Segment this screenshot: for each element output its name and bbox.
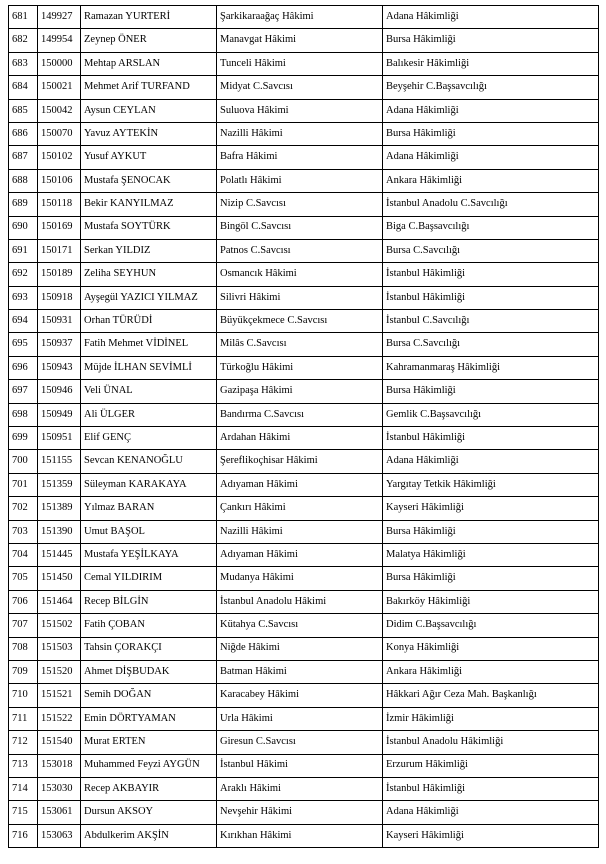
- registry-number-cell: 150171: [38, 239, 81, 262]
- registry-number-cell: 149927: [38, 6, 81, 29]
- current-post-cell: Batman Hâkimi: [217, 660, 383, 683]
- registry-number-cell: 151445: [38, 543, 81, 566]
- table-row: [9, 29, 599, 52]
- new-post-cell: Kayseri Hâkimliği: [383, 824, 599, 847]
- registry-number-cell: 151359: [38, 473, 81, 496]
- table-row: [9, 122, 599, 145]
- registry-number-cell: 151464: [38, 590, 81, 613]
- registry-number-cell: 150943: [38, 356, 81, 379]
- registry-number-cell: 151390: [38, 520, 81, 543]
- registry-number-cell: 151502: [38, 614, 81, 637]
- new-post-cell: Beyşehir C.Başsavcılığı: [383, 76, 599, 99]
- row-number-cell: 712: [9, 731, 38, 754]
- table-row: [9, 497, 599, 520]
- current-post-cell: Mudanya Hâkimi: [217, 567, 383, 590]
- table-row: [9, 380, 599, 403]
- current-post-cell: Polatlı Hâkimi: [217, 169, 383, 192]
- new-post-cell: Adana Hâkimliği: [383, 801, 599, 824]
- person-name-cell: Recep AKBAYIR: [81, 777, 217, 800]
- person-name-cell: Recep BİLGİN: [81, 590, 217, 613]
- table-row: [9, 356, 599, 379]
- table-row: [9, 99, 599, 122]
- row-number-cell: 694: [9, 310, 38, 333]
- new-post-cell: Adana Hâkimliği: [383, 146, 599, 169]
- row-number-cell: 705: [9, 567, 38, 590]
- person-name-cell: Yavuz AYTEKİN: [81, 122, 217, 145]
- current-post-cell: Karacabey Hâkimi: [217, 684, 383, 707]
- new-post-cell: Kayseri Hâkimliği: [383, 497, 599, 520]
- row-number-cell: 701: [9, 473, 38, 496]
- registry-number-cell: 150937: [38, 333, 81, 356]
- table-row: [9, 567, 599, 590]
- registry-number-cell: 151155: [38, 450, 81, 473]
- table-row: [9, 333, 599, 356]
- registry-number-cell: 150042: [38, 99, 81, 122]
- person-name-cell: Abdulkerim AKŞİN: [81, 824, 217, 847]
- assignment-table: [8, 5, 599, 848]
- table-body: [9, 6, 599, 848]
- row-number-cell: 699: [9, 427, 38, 450]
- table-row: [9, 707, 599, 730]
- table-row: [9, 6, 599, 29]
- row-number-cell: 706: [9, 590, 38, 613]
- row-number-cell: 685: [9, 99, 38, 122]
- registry-number-cell: 150946: [38, 380, 81, 403]
- registry-number-cell: 150106: [38, 169, 81, 192]
- person-name-cell: Mustafa SOYTÜRK: [81, 216, 217, 239]
- current-post-cell: Giresun C.Savcısı: [217, 731, 383, 754]
- row-number-cell: 708: [9, 637, 38, 660]
- current-post-cell: Manavgat Hâkimi: [217, 29, 383, 52]
- row-number-cell: 715: [9, 801, 38, 824]
- person-name-cell: Serkan YILDIZ: [81, 239, 217, 262]
- person-name-cell: Ayşegül YAZICI YILMAZ: [81, 286, 217, 309]
- new-post-cell: Adana Hâkimliği: [383, 99, 599, 122]
- new-post-cell: Bursa Hâkimliği: [383, 520, 599, 543]
- document-page: [8, 5, 599, 848]
- registry-number-cell: 150918: [38, 286, 81, 309]
- table-row: [9, 660, 599, 683]
- table-row: [9, 731, 599, 754]
- row-number-cell: 692: [9, 263, 38, 286]
- registry-number-cell: 151522: [38, 707, 81, 730]
- current-post-cell: Bafra Hâkimi: [217, 146, 383, 169]
- row-number-cell: 702: [9, 497, 38, 520]
- table-row: [9, 427, 599, 450]
- registry-number-cell: 151389: [38, 497, 81, 520]
- current-post-cell: Şarkikaraağaç Hâkimi: [217, 6, 383, 29]
- registry-number-cell: 153018: [38, 754, 81, 777]
- new-post-cell: Ankara Hâkimliği: [383, 169, 599, 192]
- current-post-cell: Milâs C.Savcısı: [217, 333, 383, 356]
- new-post-cell: Bursa Hâkimliği: [383, 122, 599, 145]
- new-post-cell: Balıkesir Hâkimliği: [383, 52, 599, 75]
- row-number-cell: 690: [9, 216, 38, 239]
- table-row: [9, 52, 599, 75]
- row-number-cell: 710: [9, 684, 38, 707]
- current-post-cell: Nazilli Hâkimi: [217, 520, 383, 543]
- current-post-cell: Niğde Hâkimi: [217, 637, 383, 660]
- person-name-cell: Muhammed Feyzi AYGÜN: [81, 754, 217, 777]
- person-name-cell: Süleyman KARAKAYA: [81, 473, 217, 496]
- person-name-cell: Orhan TÜRÜDİ: [81, 310, 217, 333]
- current-post-cell: Osmancık Hâkimi: [217, 263, 383, 286]
- new-post-cell: Yargıtay Tetkik Hâkimliği: [383, 473, 599, 496]
- registry-number-cell: 153061: [38, 801, 81, 824]
- new-post-cell: İstanbul Anadolu Hâkimliği: [383, 731, 599, 754]
- person-name-cell: Mehtap ARSLAN: [81, 52, 217, 75]
- person-name-cell: Elif GENÇ: [81, 427, 217, 450]
- current-post-cell: Nizip C.Savcısı: [217, 193, 383, 216]
- table-row: [9, 76, 599, 99]
- new-post-cell: İzmir Hâkimliği: [383, 707, 599, 730]
- new-post-cell: Adana Hâkimliği: [383, 6, 599, 29]
- person-name-cell: Mustafa YEŞİLKAYA: [81, 543, 217, 566]
- person-name-cell: Cemal YILDIRIM: [81, 567, 217, 590]
- registry-number-cell: 150169: [38, 216, 81, 239]
- current-post-cell: Kütahya C.Savcısı: [217, 614, 383, 637]
- current-post-cell: Ardahan Hâkimi: [217, 427, 383, 450]
- registry-number-cell: 151521: [38, 684, 81, 707]
- person-name-cell: Murat ERTEN: [81, 731, 217, 754]
- row-number-cell: 707: [9, 614, 38, 637]
- row-number-cell: 687: [9, 146, 38, 169]
- registry-number-cell: 151520: [38, 660, 81, 683]
- new-post-cell: Bursa C.Savcılığı: [383, 333, 599, 356]
- person-name-cell: Mustafa ŞENOCAK: [81, 169, 217, 192]
- table-row: [9, 193, 599, 216]
- current-post-cell: Tunceli Hâkimi: [217, 52, 383, 75]
- row-number-cell: 697: [9, 380, 38, 403]
- new-post-cell: Bursa Hâkimliği: [383, 567, 599, 590]
- person-name-cell: Dursun AKSOY: [81, 801, 217, 824]
- registry-number-cell: 150189: [38, 263, 81, 286]
- row-number-cell: 703: [9, 520, 38, 543]
- new-post-cell: Malatya Hâkimliği: [383, 543, 599, 566]
- registry-number-cell: 149954: [38, 29, 81, 52]
- row-number-cell: 686: [9, 122, 38, 145]
- current-post-cell: Midyat C.Savcısı: [217, 76, 383, 99]
- registry-number-cell: 151503: [38, 637, 81, 660]
- row-number-cell: 713: [9, 754, 38, 777]
- current-post-cell: Nevşehir Hâkimi: [217, 801, 383, 824]
- person-name-cell: Müjde İLHAN SEVİMLİ: [81, 356, 217, 379]
- person-name-cell: Mehmet Arif TURFAND: [81, 76, 217, 99]
- person-name-cell: Veli ÜNAL: [81, 380, 217, 403]
- new-post-cell: Adana Hâkimliği: [383, 450, 599, 473]
- table-row: [9, 473, 599, 496]
- person-name-cell: Emin DÖRTYAMAN: [81, 707, 217, 730]
- registry-number-cell: 150021: [38, 76, 81, 99]
- new-post-cell: Gemlik C.Başsavcılığı: [383, 403, 599, 426]
- row-number-cell: 709: [9, 660, 38, 683]
- table-row: [9, 239, 599, 262]
- table-row: [9, 310, 599, 333]
- person-name-cell: Zeynep ÖNER: [81, 29, 217, 52]
- registry-number-cell: 150949: [38, 403, 81, 426]
- person-name-cell: Yusuf AYKUT: [81, 146, 217, 169]
- person-name-cell: Fatih ÇOBAN: [81, 614, 217, 637]
- registry-number-cell: 153063: [38, 824, 81, 847]
- current-post-cell: Patnos C.Savcısı: [217, 239, 383, 262]
- table-row: [9, 590, 599, 613]
- person-name-cell: Bekir KANYILMAZ: [81, 193, 217, 216]
- current-post-cell: Şereflikoçhisar Hâkimi: [217, 450, 383, 473]
- current-post-cell: Kırıkhan Hâkimi: [217, 824, 383, 847]
- registry-number-cell: 150118: [38, 193, 81, 216]
- table-row: [9, 263, 599, 286]
- row-number-cell: 681: [9, 6, 38, 29]
- new-post-cell: İstanbul Hâkimliği: [383, 286, 599, 309]
- table-row: [9, 450, 599, 473]
- current-post-cell: Türkoğlu Hâkimi: [217, 356, 383, 379]
- current-post-cell: Büyükçekmece C.Savcısı: [217, 310, 383, 333]
- row-number-cell: 693: [9, 286, 38, 309]
- current-post-cell: İstanbul Hâkimi: [217, 754, 383, 777]
- row-number-cell: 688: [9, 169, 38, 192]
- current-post-cell: Gazipaşa Hâkimi: [217, 380, 383, 403]
- row-number-cell: 684: [9, 76, 38, 99]
- new-post-cell: Erzurum Hâkimliği: [383, 754, 599, 777]
- current-post-cell: Urla Hâkimi: [217, 707, 383, 730]
- row-number-cell: 714: [9, 777, 38, 800]
- table-row: [9, 286, 599, 309]
- table-row: [9, 543, 599, 566]
- row-number-cell: 696: [9, 356, 38, 379]
- table-row: [9, 777, 599, 800]
- table-row: [9, 169, 599, 192]
- table-row: [9, 801, 599, 824]
- new-post-cell: İstanbul Anadolu C.Savcılığı: [383, 193, 599, 216]
- person-name-cell: Fatih Mehmet VİDİNEL: [81, 333, 217, 356]
- row-number-cell: 716: [9, 824, 38, 847]
- table-row: [9, 637, 599, 660]
- person-name-cell: Zeliha SEYHUN: [81, 263, 217, 286]
- row-number-cell: 695: [9, 333, 38, 356]
- current-post-cell: Çankırı Hâkimi: [217, 497, 383, 520]
- person-name-cell: Aysun CEYLAN: [81, 99, 217, 122]
- person-name-cell: Ahmet DİŞBUDAK: [81, 660, 217, 683]
- current-post-cell: İstanbul Anadolu Hâkimi: [217, 590, 383, 613]
- person-name-cell: Tahsin ÇORAKÇI: [81, 637, 217, 660]
- person-name-cell: Ramazan YURTERİ: [81, 6, 217, 29]
- person-name-cell: Semih DOĞAN: [81, 684, 217, 707]
- table-row: [9, 216, 599, 239]
- person-name-cell: Umut BAŞOL: [81, 520, 217, 543]
- registry-number-cell: 151540: [38, 731, 81, 754]
- new-post-cell: Hâkkari Ağır Ceza Mah. Başkanlığı: [383, 684, 599, 707]
- table-row: [9, 403, 599, 426]
- registry-number-cell: 153030: [38, 777, 81, 800]
- new-post-cell: İstanbul Hâkimliği: [383, 427, 599, 450]
- current-post-cell: Araklı Hâkimi: [217, 777, 383, 800]
- person-name-cell: Yılmaz BARAN: [81, 497, 217, 520]
- new-post-cell: İstanbul Hâkimliği: [383, 777, 599, 800]
- row-number-cell: 704: [9, 543, 38, 566]
- new-post-cell: İstanbul Hâkimliği: [383, 263, 599, 286]
- registry-number-cell: 150102: [38, 146, 81, 169]
- new-post-cell: Ankara Hâkimliği: [383, 660, 599, 683]
- new-post-cell: Didim C.Başsavcılığı: [383, 614, 599, 637]
- row-number-cell: 689: [9, 193, 38, 216]
- table-row: [9, 684, 599, 707]
- person-name-cell: Sevcan KENANOĞLU: [81, 450, 217, 473]
- row-number-cell: 711: [9, 707, 38, 730]
- new-post-cell: Kahramanmaraş Hâkimliği: [383, 356, 599, 379]
- new-post-cell: İstanbul C.Savcılığı: [383, 310, 599, 333]
- new-post-cell: Bursa C.Savcılığı: [383, 239, 599, 262]
- table-row: [9, 146, 599, 169]
- new-post-cell: Bakırköy Hâkimliği: [383, 590, 599, 613]
- row-number-cell: 698: [9, 403, 38, 426]
- current-post-cell: Adıyaman Hâkimi: [217, 473, 383, 496]
- current-post-cell: Adıyaman Hâkimi: [217, 543, 383, 566]
- new-post-cell: Biga C.Başsavcılığı: [383, 216, 599, 239]
- registry-number-cell: 151450: [38, 567, 81, 590]
- new-post-cell: Bursa Hâkimliği: [383, 380, 599, 403]
- row-number-cell: 682: [9, 29, 38, 52]
- current-post-cell: Bingöl C.Savcısı: [217, 216, 383, 239]
- table-row: [9, 824, 599, 847]
- new-post-cell: Konya Hâkimliği: [383, 637, 599, 660]
- new-post-cell: Bursa Hâkimliği: [383, 29, 599, 52]
- person-name-cell: Ali ÜLGER: [81, 403, 217, 426]
- table-row: [9, 754, 599, 777]
- row-number-cell: 683: [9, 52, 38, 75]
- current-post-cell: Nazilli Hâkimi: [217, 122, 383, 145]
- current-post-cell: Bandırma C.Savcısı: [217, 403, 383, 426]
- row-number-cell: 700: [9, 450, 38, 473]
- registry-number-cell: 150931: [38, 310, 81, 333]
- current-post-cell: Suluova Hâkimi: [217, 99, 383, 122]
- table-row: [9, 520, 599, 543]
- row-number-cell: 691: [9, 239, 38, 262]
- registry-number-cell: 150000: [38, 52, 81, 75]
- registry-number-cell: 150070: [38, 122, 81, 145]
- current-post-cell: Silivri Hâkimi: [217, 286, 383, 309]
- registry-number-cell: 150951: [38, 427, 81, 450]
- table-row: [9, 614, 599, 637]
